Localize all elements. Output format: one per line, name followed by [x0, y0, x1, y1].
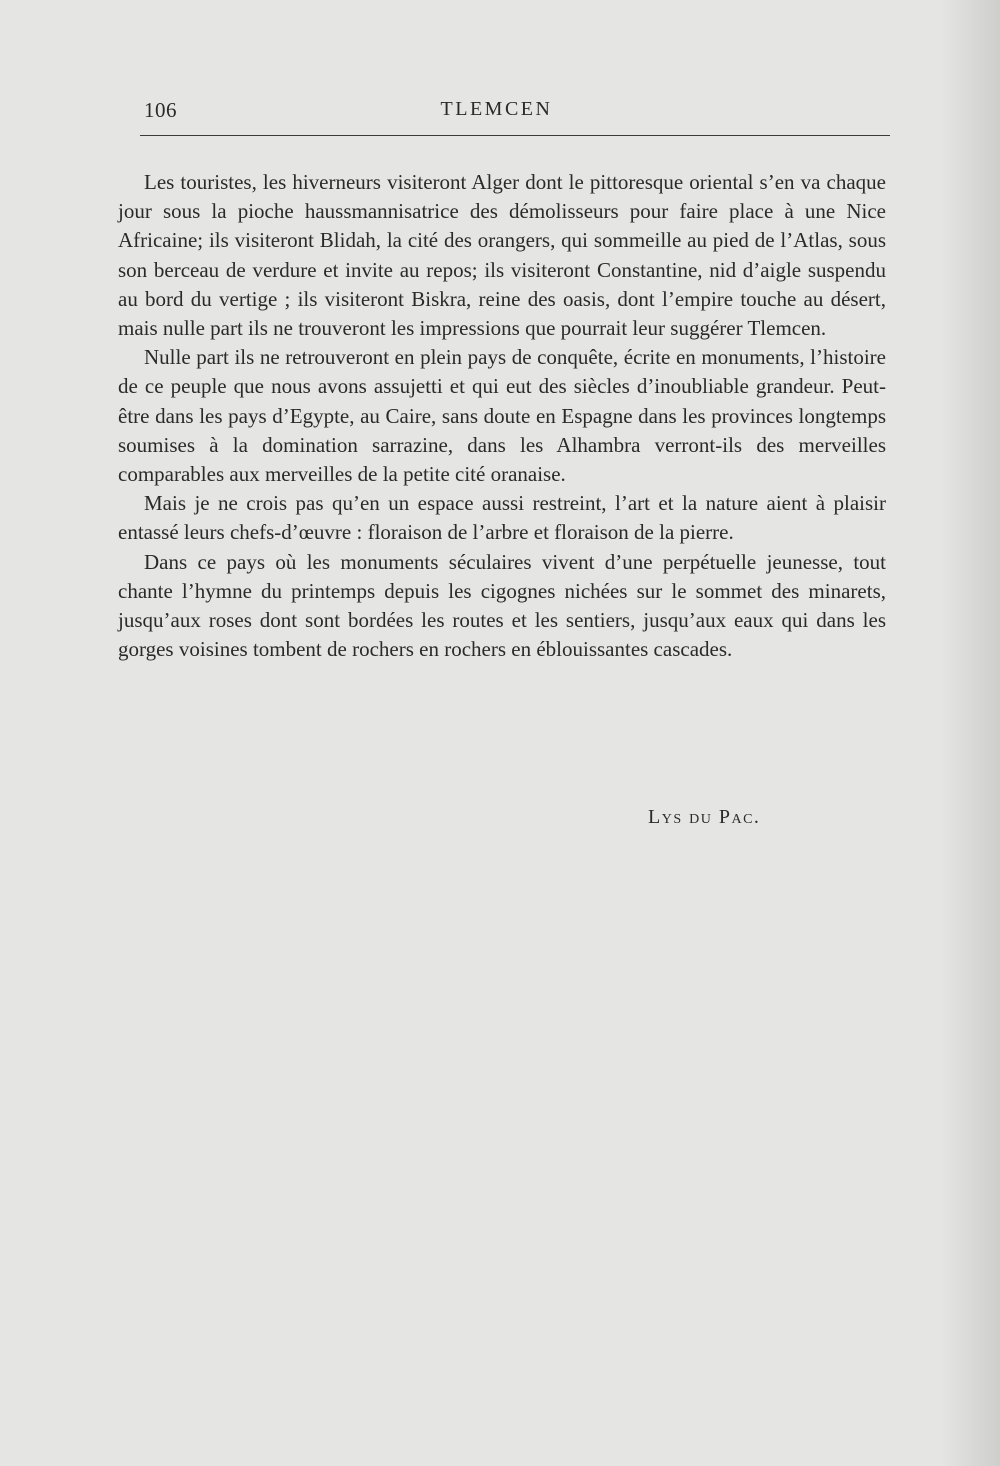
running-title: TLEMCEN — [440, 98, 553, 120]
header-rule — [140, 135, 890, 136]
author-signature: Lys du Pac. — [648, 806, 761, 828]
paragraph-3: Mais je ne crois pas qu’en un espace aussi restreint, l’art et la nature aient à plaisir entassé leurs chefs-d’œuvre : floraison de l’arbre et floraison de la pierre. — [118, 491, 886, 545]
paragraph-2: Nulle part ils ne retrouveront en plein pays de conquête, écrite en monuments, l’histoire de ce peuple que nous avons assujetti et qui eut des siècles d’inoubliable grandeur. Peut-être dans les pays d’Egypte, au Caire, sans doute en Espagne dans les provinces longtemps soumises à la domination sarrazine, dans les Alhambra verront-ils des merveilles comparables aux merveilles de la petite cité oranaise. — [118, 345, 886, 487]
running-head — [144, 98, 889, 130]
paragraph-4: Dans ce pays où les monuments séculaires vivent d’une perpétuelle jeunesse, tout chante l’hymne du printemps depuis les cigognes nichées sur le sommet des minarets, jusqu’aux roses dont sont bordées les routes et les sentiers, jusqu’aux eaux qui dans les gorges voisines tombent de rochers en rochers en éblouissantes cascades. — [118, 549, 886, 662]
paragraph-1: Les touristes, les hiverneurs visiteront Alger dont le pittoresque oriental s’en va chaque jour sous la pioche haussmannisatrice des démolisseurs pour faire place à une Nice Africaine; ils visiteront Blidah, la cité des orangers, qui sommeille au pied de l’Atlas, sous son berceau de verdure et invite au repos; ils visiteront Constantine, nid d’aigle suspendu au bord du vertige ; ils visiteront Biskra, reine des oasis, dont l’empire touche au désert, mais nulle part ils ne trouveront les impressions que pourrait leur suggérer Tlemcen. — [118, 170, 886, 341]
page-number: 106 — [144, 98, 177, 122]
body-text — [118, 168, 886, 664]
